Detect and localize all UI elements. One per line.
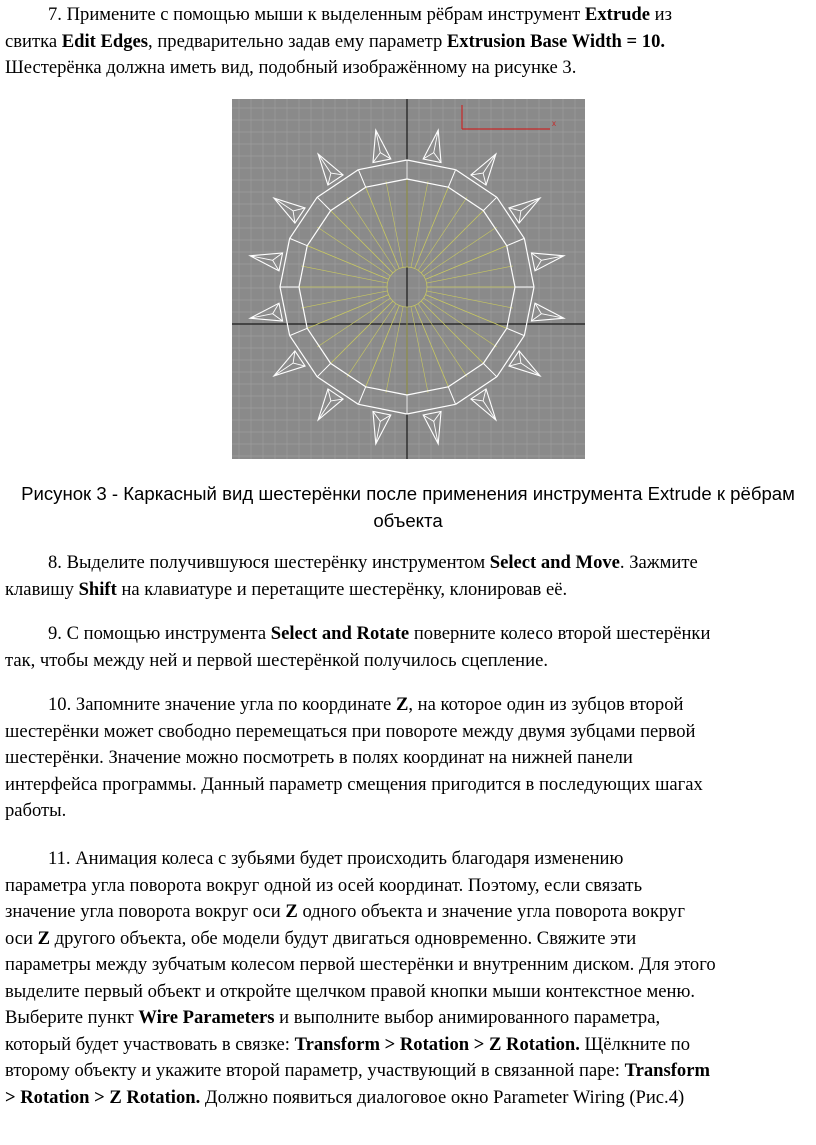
caption-line-2: объекта bbox=[373, 509, 443, 531]
step-10-line-4: интерфейса программы. Данный параметр смещения пригодится в последующих шагах bbox=[5, 773, 703, 795]
step-7-line-3: Шестерёнка должна иметь вид, подобный изображённому на рисунке 3. bbox=[5, 57, 577, 78]
paragraph-step-8 bbox=[5, 550, 811, 603]
step-11-line-6: выделите первый объект и откройте щелчком правой кнопки мыши контекстное меню. bbox=[5, 980, 696, 1002]
step-11-line-3: значение угла поворота вокруг оси Z одного объекта и значение угла поворота вокруг bbox=[5, 901, 685, 922]
step-10-line-5: работы. bbox=[5, 800, 67, 821]
gizmo-axis-label: x bbox=[552, 119, 556, 128]
step-10-line-1: 10. Запомните значение угла по координате Z, на которое один из зубцов второй bbox=[48, 694, 684, 715]
step-7-line-2: свитка Edit Edges, предварительно задав ему параметр Extrusion Base Width = 10. bbox=[5, 30, 666, 52]
step-11-line-10: > Rotation > Z Rotation. Должно появиться диалоговое окно Parameter Wiring (Рис.4) bbox=[5, 1086, 685, 1108]
step-8-line-2: клавишу Shift на клавиатуре и перетащите шестерёнку, клонировав её. bbox=[5, 578, 568, 600]
step-11-line-5: параметры между зубчатым колесом первой шестерёнки и внутренним диском. Для этого bbox=[5, 954, 716, 975]
figure-caption bbox=[0, 481, 816, 534]
paragraph-step-11 bbox=[5, 846, 811, 1111]
step-11-line-1: 11. Анимация колеса с зубьями будет происходить благодаря изменению bbox=[48, 848, 624, 869]
step-10-line-2: шестерёнки может свободно перемещаться при повороте между двумя зубцами первой bbox=[5, 720, 696, 742]
step-8-line-1: 8. Выделите получившуюся шестерёнку инструментом Select and Move. Зажмите bbox=[48, 552, 698, 573]
step-7-line-1: 7. Примените с помощью мыши к выделенным рёбрам инструмент Extrude из bbox=[48, 4, 672, 25]
step-9-line-2: так, чтобы между ней и первой шестерёнкой получилось сцепление. bbox=[5, 649, 548, 671]
paragraph-step-10 bbox=[5, 692, 811, 825]
step-11-line-4: оси Z другого объекта, обе модели будут двигаться одновременно. Свяжите эти bbox=[5, 927, 637, 949]
paragraph-step-9 bbox=[5, 621, 811, 674]
step-11-line-2: параметра угла поворота вокруг одной из осей координат. Поэтому, если связать bbox=[5, 874, 643, 896]
gear-wireframe-figure bbox=[232, 99, 585, 459]
step-11-line-9: второму объекту и укажите второй параметр, участвующий в связанной паре: Transform bbox=[5, 1060, 710, 1081]
step-10-line-3: шестерёнки. Значение можно посмотреть в полях координат на нижней панели bbox=[5, 747, 633, 768]
step-11-line-7: Выберите пункт Wire Parameters и выполните выбор анимированного параметра, bbox=[5, 1007, 661, 1028]
step-9-line-1: 9. С помощью инструмента Select and Rotate поверните колесо второй шестерёнки bbox=[48, 623, 711, 644]
step-11-line-8: который будет участвовать в связке: Transform > Rotation > Z Rotation. Щёлкните по bbox=[5, 1033, 691, 1055]
caption-line-1: Рисунок 3 - Каркасный вид шестерёнки после применения инструмента Extrude к рёбрам bbox=[21, 483, 795, 504]
paragraph-step-7 bbox=[5, 2, 811, 82]
